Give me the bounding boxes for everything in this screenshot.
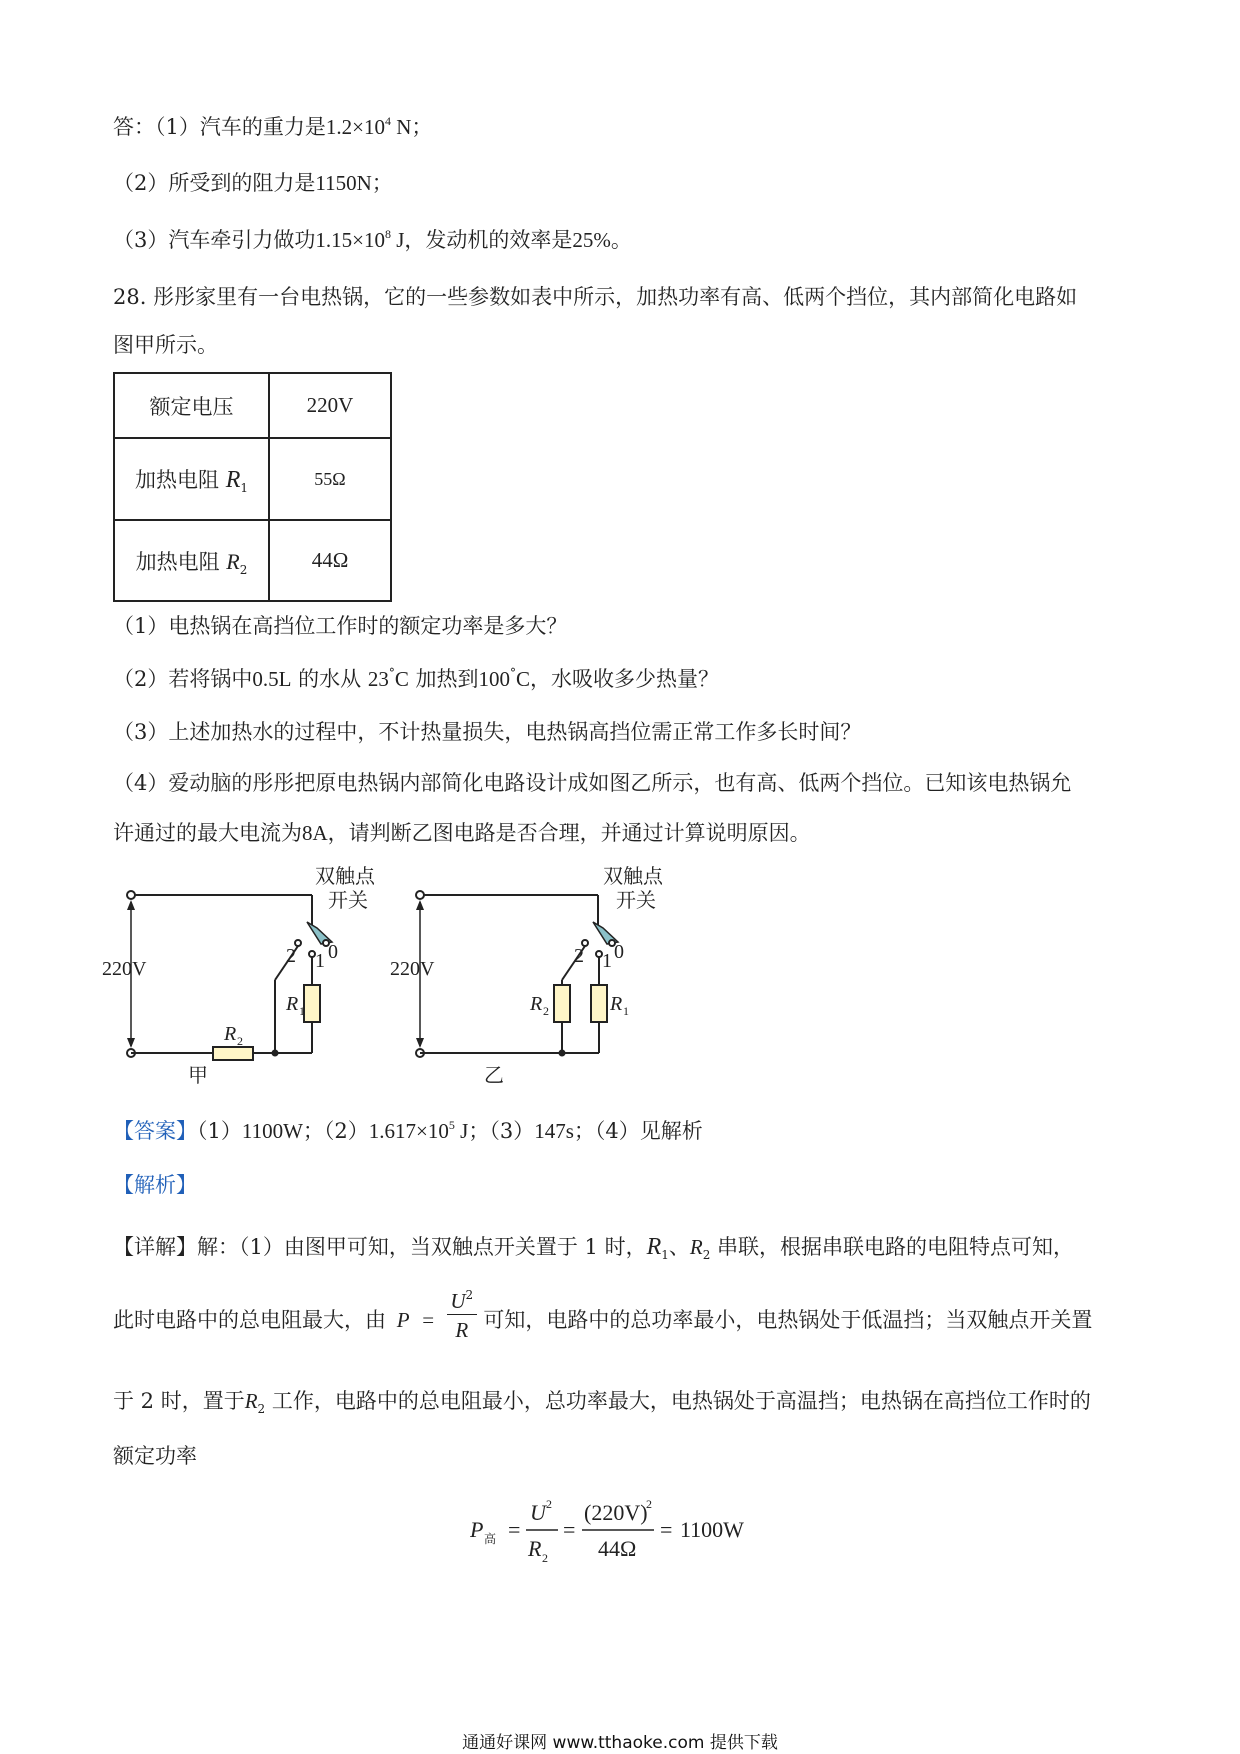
switch-label-top: 双触点 <box>315 866 375 888</box>
terminal-top <box>416 891 424 899</box>
contact-0-label: 0 <box>328 941 338 963</box>
answer-2-value: 1150N <box>315 171 372 195</box>
table-cell-value: 220V <box>269 373 391 438</box>
caption-jia: 甲 <box>188 1065 208 1087</box>
switch-label-bottom: 开关 <box>616 890 656 912</box>
sub-question-3: （3）上述加热水的过程中，不计热量损失，电热锅高挡位需正常工作多长时间？ <box>113 720 862 744</box>
parameter-table <box>113 372 392 602</box>
voltage-label: 220V <box>390 958 435 980</box>
formula-num-u: U <box>530 1500 546 1525</box>
formula-p: P <box>470 1517 484 1542</box>
junction-dot <box>559 1050 566 1057</box>
high-power-formula <box>470 1490 790 1570</box>
answer-line-2: （2）所受到的阻力是1150N； <box>113 171 393 195</box>
r1-sub: 1 <box>623 1004 629 1018</box>
contact-0-label: 0 <box>614 941 624 963</box>
table-cell-label: 额定电压 <box>114 373 269 438</box>
answer-line-3: （3）汽车牵引力做功$1.15\times 10^8$ J，发动机的效率是25%。 <box>113 227 632 252</box>
switch-label-bottom: 开关 <box>328 890 368 912</box>
table-cell-value: 44Ω <box>269 520 391 601</box>
table-row <box>114 520 391 601</box>
detail-line-1: 【详解】解：（1）由图甲可知，当双触点开关置于 1 时，$R_1$、$R_2$ 串联，根据串联电路的电阻特点可知， <box>113 1234 1075 1262</box>
r2-sub: 2 <box>237 1034 243 1048</box>
answer-line-1: 答：（1）汽车的重力是$1.2\times 10^4$ N； <box>113 114 433 139</box>
r1-sub: 1 <box>299 1004 305 1018</box>
answer-3-value: $1.15\times 10^8$ J <box>315 227 405 252</box>
formula-num-exp: 2 <box>546 1497 552 1511</box>
switch-label-top: 双触点 <box>603 866 663 888</box>
table-cell-value: 55Ω <box>269 438 391 520</box>
contact-2-label: 2 <box>286 945 296 967</box>
caption-yi: 乙 <box>484 1065 504 1087</box>
inline-fraction: $\frac{U^2}{R}$ <box>447 1288 477 1345</box>
efficiency-value: 25% <box>572 228 611 252</box>
question-intro-line-2: 图甲所示。 <box>113 333 218 357</box>
r1-label: R <box>610 993 623 1015</box>
r2-label: R <box>224 1023 237 1045</box>
detail-line-3: 于 2 时，置于$R_2$ 工作，电路中的总电阻最小，总功率最大，电热锅处于高温挡；电热锅在高挡位工作时的 <box>113 1389 1091 1416</box>
resistor-r1 <box>591 985 607 1022</box>
formula-den-resistance: 44Ω <box>598 1536 637 1561</box>
voltage-label: 220V <box>102 958 147 980</box>
formula-num-voltage: (220V) <box>584 1500 648 1525</box>
resistor-r2 <box>554 985 570 1022</box>
sub-question-4-line-1: （4）爱动脑的彤彤把原电热锅内部简化电路设计成如图乙所示，也有高、低两个挡位。已知该电热锅允 <box>113 771 1072 795</box>
formula-p-sub: 高 <box>484 1532 497 1546</box>
formula-den-sub: 2 <box>542 1551 548 1565</box>
junction-dot <box>272 1050 279 1057</box>
detail-line-2: 此时电路中的总电阻最大，由 P = $\frac{U^2}{R}$ 可知，电路中的总功率最小，电热锅处于低温挡；当双触点开关置 <box>113 1290 1092 1350</box>
r2-sub: 2 <box>543 1004 549 1018</box>
formula-eq: = <box>660 1517 673 1542</box>
sub-question-1: （1）电热锅在高挡位工作时的额定功率是多大？ <box>113 614 568 638</box>
table-cell-label: 加热电阻 $R_1$ <box>114 438 269 520</box>
question-intro-line-1: 28. 彤彤家里有一台电热锅，它的一些参数如表中所示，加热功率有高、低两个挡位，其内部简化电路如 <box>113 285 1078 309</box>
resistor-r1 <box>304 985 320 1022</box>
r1-label: R <box>286 993 299 1015</box>
table-row <box>114 373 391 438</box>
contact-1-label: 1 <box>602 950 612 972</box>
answer-1-text: 答：（1）汽车的重力是 <box>113 115 326 139</box>
circuit-diagram-yi <box>416 891 618 1057</box>
page-footer: 通通好课网 www.tthaoke.com 提供下载 <box>462 1733 778 1753</box>
circuit-diagrams <box>100 860 700 1090</box>
r2-label: R <box>530 993 543 1015</box>
answer-summary: 【答案】（1）1100W；$(2)1.617\times 10^5$ J；（3）147s；（4）见解析 <box>113 1118 703 1143</box>
detail-line-4: 额定功率 <box>113 1444 197 1468</box>
answer-tag: 【答案】 <box>113 1119 197 1143</box>
resistor-r2 <box>213 1047 253 1060</box>
sub-question-4-line-2: 许通过的最大电流为8A，请判断乙图电路是否合理，并通过计算说明原因。 <box>113 821 811 845</box>
formula-eq: = <box>563 1517 576 1542</box>
answer-1-value: $1.2\times 10^4$ N <box>325 114 412 139</box>
formula-eq: = <box>508 1517 521 1542</box>
analysis-tag: 【解析】 <box>113 1173 197 1197</box>
formula-result: 1100W <box>680 1517 744 1542</box>
sub-question-2: （2）若将锅中0.5L 的水从 23°C 加热到100°C，水吸收多少热量？ <box>113 666 720 691</box>
power-formula-inline: P = <box>396 1308 435 1332</box>
table-cell-label: 加热电阻 $R_2$ <box>114 520 269 601</box>
formula-num-exp: 2 <box>646 1497 652 1511</box>
table-row <box>114 438 391 520</box>
formula-den-r: R <box>528 1536 542 1561</box>
contact-1-label: 1 <box>315 950 325 972</box>
terminal-top <box>127 891 135 899</box>
contact-2-label: 2 <box>574 945 584 967</box>
detail-tag: 【详解】 <box>113 1235 197 1259</box>
